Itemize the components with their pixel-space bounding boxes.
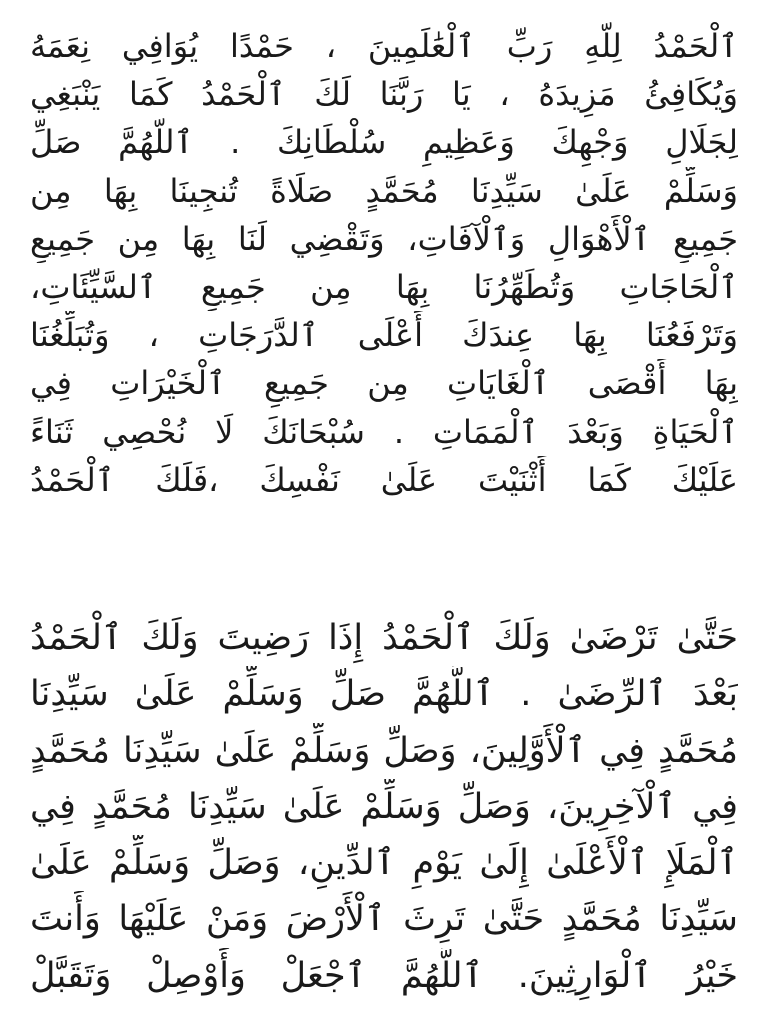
text-line: وَسَلِّمْ عَلَىٰ سَيِّدِنَا مُحَمَّدٍ صَلَاةً تُنجِينَا بِهَا مِن [30, 171, 738, 210]
prayer-text-block-2 [30, 610, 738, 1004]
text-line: ٱلْمَلَإِ ٱلْأَعْلَىٰ إِلَىٰ يَوْمِ ٱلدِّينِ، وَصَلِّ وَسَلِّمْ عَلَىٰ [30, 843, 738, 884]
text-line: بَعْدَ ٱلرِّضَىٰ . ٱللَّهُمَّ صَلِّ وَسَلِّمْ عَلَىٰ سَيِّدِنَا [30, 674, 738, 715]
text-line: ٱلْحَيَاةِ وَبَعْدَ ٱلْمَمَاتِ . سُبْحَانَكَ لَا نُحْصِي ثَنَاءً [30, 412, 738, 451]
text-line: لِجَلَالِ وَجْهِكَ وَعَظِيمِ سُلْطَانِكَ . ٱللَّهُمَّ صَلِّ [30, 123, 738, 162]
text-line: جَمِيعِ ٱلْأَهْوَالِ وَٱلْآفَاتِ، وَتَقْضِي لَنَا بِهَا مِن جَمِيعِ [30, 219, 738, 258]
text-line: فِي ٱلْآخِرِينَ، وَصَلِّ وَسَلِّمْ عَلَىٰ سَيِّدِنَا مُحَمَّدٍ فِي [30, 786, 738, 827]
text-line: مُحَمَّدٍ فِي ٱلْأَوَّلِينَ، وَصَلِّ وَسَلِّمْ عَلَىٰ سَيِّدِنَا مُحَمَّدٍ [30, 730, 738, 771]
text-line: ٱلْحَاجَاتِ وَتُطَهِّرُنَا بِهَا مِن جَمِيعِ ٱلسَّيِّئَاتِ، [30, 267, 738, 306]
text-line: ٱلْحَمْدُ لِلَّهِ رَبِّ ٱلْعَٰلَمِينَ ، حَمْدًا يُوَافِي نِعَمَهُ [30, 27, 738, 65]
text-line: عَلَيْكَ كَمَا أَثْنَيْتَ عَلَىٰ نَفْسِكَ ،فَلَكَ ٱلْحَمْدُ [30, 460, 738, 499]
text-line: حَتَّىٰ تَرْضَىٰ وَلَكَ ٱلْحَمْدُ إِذَا رَضِيتَ وَلَكَ ٱلْحَمْدُ [30, 618, 738, 658]
text-line: خَيْرُ ٱلْوَارِثِينَ. ٱللَّهُمَّ ٱجْعَلْ وَأَوْصِلْ وَتَقَبَّلْ [30, 955, 738, 996]
prayer-text-block-1 [30, 22, 738, 504]
text-line: سَيِّدِنَا مُحَمَّدٍ حَتَّىٰ تَرِثَ ٱلْأَرْضَ وَمَنْ عَلَيْهَا وَأَنتَ [30, 899, 738, 940]
text-line: بِهَا أَقْصَى ٱلْغَايَاتِ مِن جَمِيعِ ٱلْخَيْرَاتِ فِي [30, 364, 738, 403]
text-line: وَتَرْفَعُنَا بِهَا عِندَكَ أَعْلَى ٱلدَّرَجَاتِ ، وَتُبَلِّغُنَا [30, 316, 738, 355]
text-line: وَيُكَافِئُ مَزِيدَهُ ، يَا رَبَّنَا لَكَ ٱلْحَمْدُ كَمَا يَنْبَغِي [30, 75, 738, 114]
